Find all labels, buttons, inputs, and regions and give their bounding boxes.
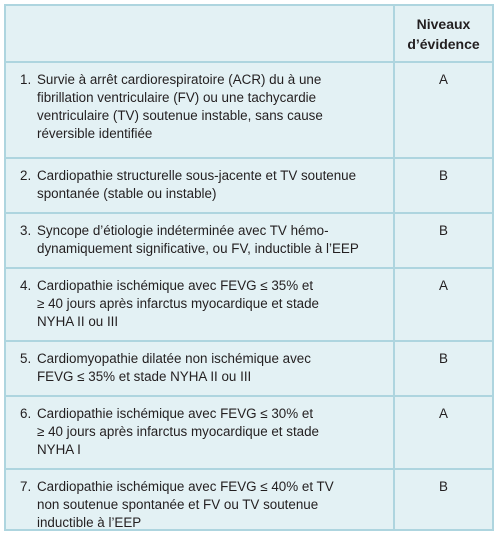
row-number: 2. [20,168,32,183]
description-line: ≥ 40 jours après infarctus myocardique et stade [37,296,320,311]
description-line: Cardiopathie structurelle sous-jacente et TV soutenue [37,168,357,183]
description-line: ≥ 40 jours après infarctus myocardique et stade [37,424,320,439]
row-number: 4. [20,278,32,293]
description-line: inductible à l’EEP [37,515,142,530]
table-header-row [6,6,492,61]
description-line: Cardiopathie ischémique avec FEVG ≤ 35% et [37,278,314,293]
evidence-level: B [393,214,492,267]
description-line: NYHA II ou III [37,314,119,329]
table-row [6,267,492,340]
description-line: Cardiomyopathie dilatée non ischémique avec [37,351,311,366]
description-line: Cardiopathie ischémique avec FEVG ≤ 40% et TV [37,479,334,494]
description-cell [6,342,393,395]
description-line: non soutenue spontanée et FV ou TV soutenue [37,497,319,512]
description-line: fibrillation ventriculaire (FV) ou une tachycardie [37,90,317,105]
description-cell [6,269,393,340]
description-line: NYHA I [37,442,81,457]
table-row [6,468,492,529]
evidence-level: A [393,269,492,340]
description-cell [6,214,393,267]
row-number: 3. [20,223,32,238]
evidence-level: A [393,63,492,157]
row-number: 5. [20,351,32,366]
description-cell [6,470,393,529]
header-level-line1: Niveaux [416,16,471,32]
row-number: 7. [20,479,32,494]
row-number: 1. [20,72,32,87]
evidence-level: B [393,470,492,529]
header-description-cell [6,6,393,61]
header-level-cell [393,6,492,61]
description-cell [6,159,393,212]
table-row [6,395,492,468]
table-row [6,61,492,157]
header-level-line2: d’évidence [407,36,480,52]
table-row [6,340,492,395]
description-line: Cardiopathie ischémique avec FEVG ≤ 30% et [37,406,314,421]
description-line: réversible identifiée [37,126,153,141]
evidence-level: B [393,342,492,395]
description-cell [6,63,393,157]
description-line: dynamiquement significative, ou FV, inductible à l’EEP [37,241,359,256]
description-line: ventriculaire (TV) soutenue instable, sans cause [37,108,323,123]
description-line: FEVG ≤ 35% et stade NYHA II ou III [37,369,252,384]
row-number: 6. [20,406,32,421]
evidence-table [4,4,494,531]
description-line: Syncope d’étiologie indéterminée avec TV hémo- [37,223,329,238]
description-line: spontanée (stable ou instable) [37,186,217,201]
evidence-level: A [393,397,492,468]
table-row [6,212,492,267]
table-row [6,157,492,212]
evidence-level: B [393,159,492,212]
description-cell [6,397,393,468]
description-line: Survie à arrêt cardiorespiratoire (ACR) du à une [37,72,322,87]
